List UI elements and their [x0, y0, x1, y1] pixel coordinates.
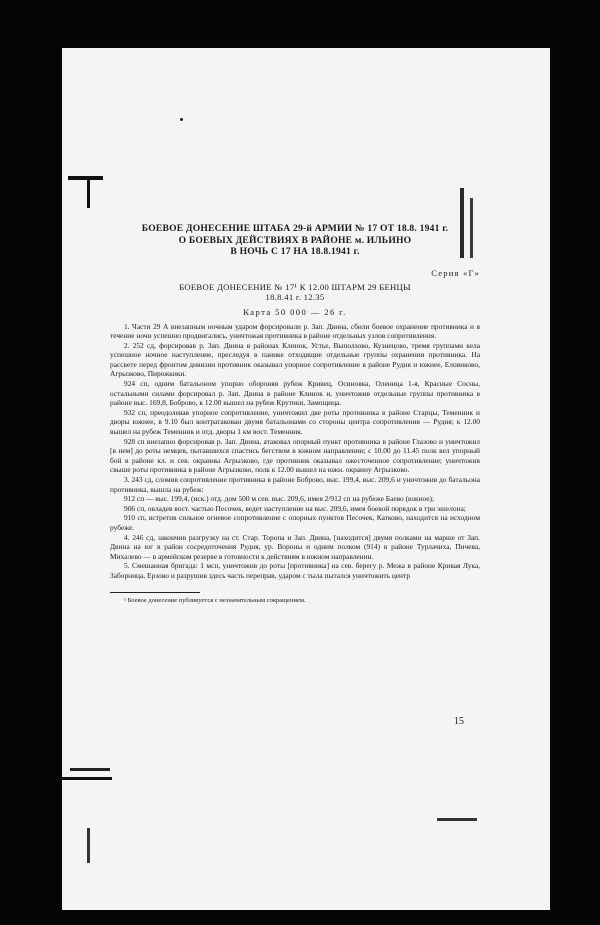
document-body — [110, 223, 480, 605]
scan-mark — [437, 818, 477, 821]
scan-mark — [87, 828, 90, 863]
paragraph: 906 сп, овладев вост. частью Песочек, ведет наступление на выс. 209,6, имея боевой порядок в три эшелона; — [124, 503, 466, 513]
paragraph: 4. 246 сд, закончив разгрузку на ст. Стар. Торопа и Зап. Двина, [находится] двумя полками на марше от Зап. Двина на юг в район сосредоточения Рудня, ур. Вороны и одним полком (914) в районе Турлачиха, Пичева, Михалево — в армейском резерве в готовности к действиям в южном направлении. — [110, 532, 480, 561]
series-label: Серия «Г» — [431, 267, 480, 278]
title-line: БОЕВОЕ ДОНЕСЕНИЕ ШТАБА 29-й АРМИИ № 17 ОТ 18.8. 1941 г. — [141, 223, 449, 234]
page-number: 15 — [454, 716, 464, 727]
scan-mark — [87, 178, 90, 208]
paragraph: 932 сп, преодолевая упорное сопротивление, уничтожил две роты противника в районе Старцы, Теменник и дворы южнее, в 9.10 был контратакован двумя батальонами со стороны центра сопротивления — Рудня; к 12.00 вышел на рубеж Теменник и отд. дворы 1 км вост. Теменник. — [110, 407, 480, 437]
paragraph: 2. 252 сд, форсировав р. Зап. Двина в районах Клинок, Устье, Выползово, Кузнецово, тремя группами вела успешное ночное наступление, преследуя в панике отходящие отдельные группы охранения противника. На рассвете перед фронтом дивизии противник оказывал упорное сопротивление в районе Рудня и южнее, Еловиково, Агрызково, Пирожкики. — [110, 340, 480, 379]
report-heading — [110, 282, 480, 303]
paragraph: 910 сп, встретив сильное огневое сопротивление с опорных пунктов Песочек, Катково, находится на исходном рубеже. — [110, 513, 480, 532]
paragraph: 3. 243 сд, сломив сопротивление противника в районе Боброво, выс. 199,4, выс. 209,6 и уничтожив до батальона противника, вышла на рубеж: — [110, 475, 480, 494]
title-line: В НОЧЬ С 17 НА 18.8.1941 г. — [230, 246, 360, 257]
paragraph: 924 сп, одним батальоном упорно обороняя рубеж Кривец, Осиновка, Оленица 1-я, Красные Сосны, остальными силами форсировал р. Зап. Двина в районе Клинок и, уничтожив отдельные группы противника в районе выс. 169,8, Боброво, к 12.00 вышел на рубеж Крутики, Замощица. — [110, 379, 480, 408]
footnote-divider — [110, 592, 200, 593]
scan-mark — [68, 176, 103, 180]
paragraph: 928 сп внезапно форсировав р. Зап. Двина, атаковал опорный пункт противника в районе Глазово и уничтожил [в нем] до роты немцев, пытавшихся спастись бегством в южном направлении; с 10.00 до 11.45 полк вел упорный бой в районе кл. и сев. окраины Агрызково, где противник оказывал ожесточенное сопротивление; уничтожив свыше роты противника в районе Агрызково, полк к 12.00 вышел на южн. окраину Агрызково. — [110, 436, 480, 475]
document-page — [62, 48, 550, 910]
scan-mark — [70, 768, 110, 771]
title-line: О БОЕВЫХ ДЕЙСТВИЯХ В РАЙОНЕ м. ИЛЬИНО — [178, 234, 412, 246]
paragraph: 912 сп — выс. 199,4, (иск.) отд. дом 500 м сев. выс. 209,6, имея 2/912 сп на рубеже Баево (южное); — [124, 494, 435, 504]
scan-mark — [62, 777, 112, 780]
footnote: ¹ Боевое донесение публикуется с незначительным сокращением. — [124, 596, 306, 604]
paragraph: 1. Части 29 А внезапным ночным ударом форсировали р. Зап. Двина, сбили боевое охранение противника и в течение ночи успешно продвигались, уничтожая противника в районе отдельных узлов сопротивления. — [110, 321, 480, 341]
scan-speck — [180, 118, 183, 121]
document-title — [110, 223, 480, 258]
subheading-line: БОЕВОЕ ДОНЕСЕНИЕ № 17¹ К 12.00 ШТАРМ 29 БЕНЦЫ — [179, 281, 411, 292]
paragraph: 5. Смешанная бригада: 1 мсп, уничтожив до роты [противника] на сев. берегу р. Межа в районе Кривая Лука, Заборница, Ерзово и разрушив здесь часть переправ, ударом с тыла пытался уничтожить центр — [110, 561, 480, 580]
map-reference: Карта 50 000 — 26 г. — [243, 306, 347, 317]
subheading-line: 18.8.41 г. 12.35 — [265, 292, 325, 302]
